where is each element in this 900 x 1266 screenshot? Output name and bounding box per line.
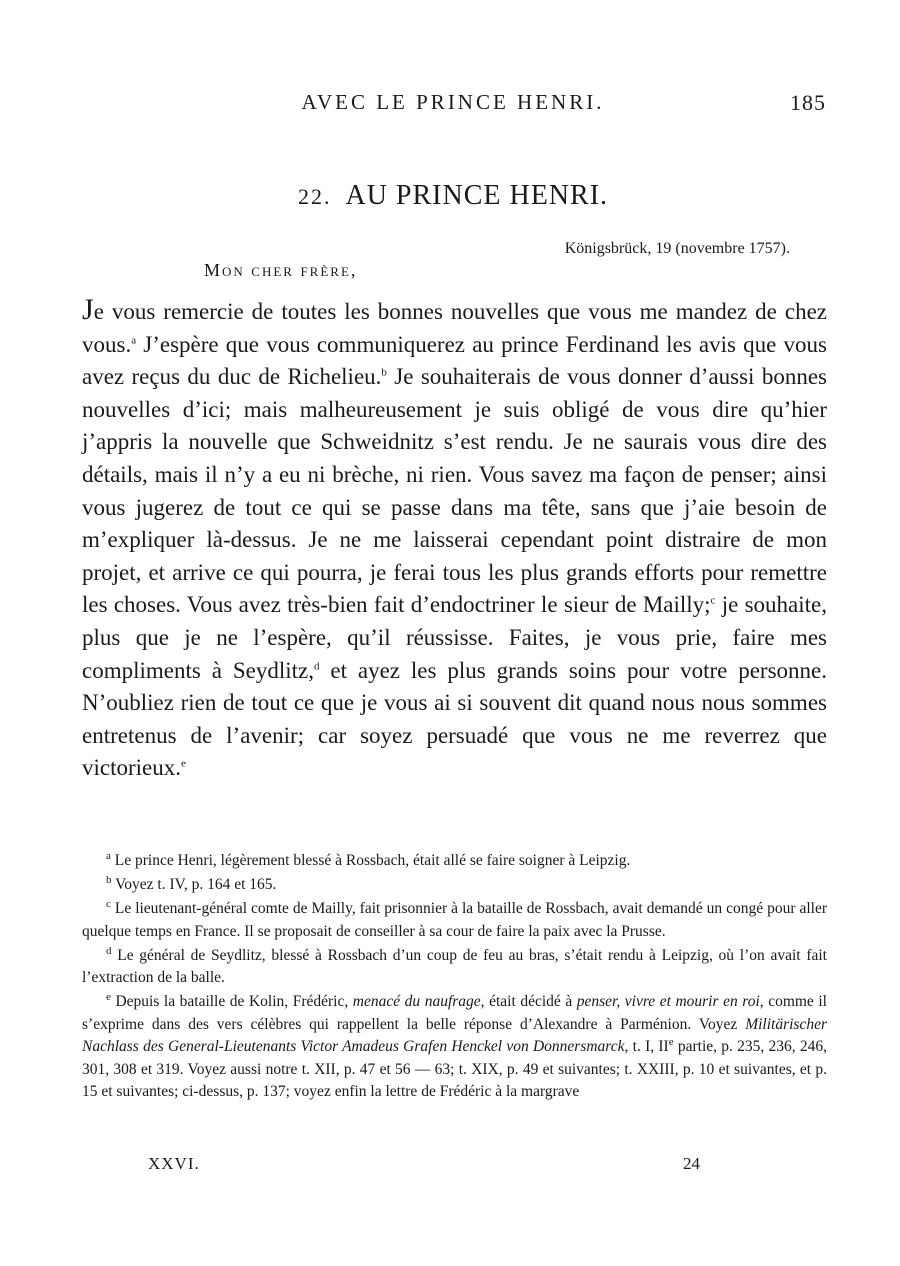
body-segment: e vous remercie de toutes les bonnes nouvelles que vous me mandez de chez vous. bbox=[82, 299, 827, 357]
footnote-e bbox=[82, 991, 827, 1104]
salutation: Mon cher frère, bbox=[204, 260, 358, 280]
footnote-ref-c[interactable]: c bbox=[710, 594, 716, 607]
footnote-text: Depuis la bataille de Kolin, Frédéric, bbox=[110, 993, 353, 1010]
letter-number: 22. bbox=[297, 184, 332, 209]
body-segment: je souhaite, plus que je ne l’espère, qu’il réussisse. Faites, je vous prie, faire mes compliments à Seydlitz, bbox=[82, 592, 828, 683]
footnote-italic: penser, vivre et mourir en roi bbox=[576, 993, 760, 1010]
footnote-marker: a bbox=[106, 849, 111, 862]
footnote-ref-e[interactable]: e bbox=[181, 757, 186, 770]
footnote-text: partie, p. 235, 236, 246, 301, 308 et 319. Voyez aussi notre t. XII, p. 47 et 56 — 63; t. XIX, p. 49 et suivantes; t. XXIII, p. 10 et suivantes, et p. 15 et suivantes; ci-dessus, p. 137; voyez enfin la lettre de Frédéric à la margrave bbox=[82, 1038, 827, 1100]
footnote-ref-a[interactable]: a bbox=[131, 333, 137, 346]
footnotes bbox=[82, 850, 827, 1105]
drop-cap: J bbox=[82, 293, 94, 326]
letter-body bbox=[82, 295, 827, 785]
footnote-marker: b bbox=[106, 873, 112, 886]
dateline: Königsbrück, 19 (novembre 1757). bbox=[564, 240, 790, 257]
page-number: 185 bbox=[790, 90, 826, 115]
footnote-text: Le général de Seydlitz, blessé à Rossbach d’un coup de feu au bras, s’était rendu à Leipzig, où l’on avait fait l’extraction de la balle. bbox=[82, 946, 827, 986]
footnote-c bbox=[82, 898, 827, 943]
footnote-b bbox=[82, 874, 827, 897]
footnote-marker: e bbox=[106, 990, 111, 1003]
footnote-text: Le prince Henri, légèrement blessé à Rossbach, était allé se faire soigner à Leipzig. bbox=[110, 852, 631, 869]
body-segment: Je souhaiterais de vous donner d’aussi bonnes nouvelles d’ici; mais malheureusement je suis obligé de vous dire qu’hier j’appris la nouvelle que Schweidnitz s’est rendu. Je ne saurais vous dire des détails, mais il n’y a eu ni brèche, ni rien. Vous savez ma façon de penser; ainsi vous jugerez de tout ce qui se passe dans ma tête, sans que j’aie besoin de m’expliquer là-dessus. Je ne me laisserai cependant point distraire de mon projet, et arrive ce qui pourra, je ferai tous les plus grands efforts pour remettre les choses. Vous avez très-bien fait d’endoctriner le sieur de Mailly; bbox=[82, 364, 827, 618]
footnote-text: Voyez t. IV, p. 164 et 165. bbox=[111, 876, 277, 893]
running-title: AVEC LE PRINCE HENRI. bbox=[301, 90, 605, 114]
running-head bbox=[80, 90, 826, 120]
footnote-d bbox=[82, 945, 827, 990]
letter-heading bbox=[80, 180, 826, 212]
footnote-a bbox=[82, 850, 827, 873]
volume-signature: XXVI. bbox=[148, 1154, 200, 1173]
footnote-marker: c bbox=[106, 897, 111, 910]
footnote-ref-d[interactable]: d bbox=[313, 659, 320, 672]
letter-title: AU PRINCE HENRI. bbox=[345, 180, 609, 211]
footnote-ref-b[interactable]: b bbox=[381, 366, 387, 379]
footnote-superscript: e bbox=[668, 1035, 674, 1048]
footnote-italic: Militärischer Nachlass des General-Lieutenants Victor Amadeus Grafen Henckel von Donnersmarck bbox=[82, 1015, 827, 1055]
page-footer bbox=[148, 1154, 700, 1178]
footnote-text: , t. I, II bbox=[624, 1038, 669, 1055]
footnote-text: , comme il s’exprime dans des vers célèbres qui rappellent la belle réponse d’Alexandre à Parménion. Voyez bbox=[82, 993, 827, 1033]
body-segment: J’espère que vous communiquerez au prince Ferdinand les avis que vous avez reçus du duc de Richelieu. bbox=[82, 331, 827, 390]
footnote-text: Le lieutenant-général comte de Mailly, fait prisonnier à la bataille de Rossbach, avait demandé un congé pour aller quelque temps en France. Il se proposait de conseiller à sa cour de faire la paix avec la Prusse. bbox=[82, 900, 827, 940]
footnote-text: , était décidé à bbox=[480, 993, 577, 1010]
footnote-italic: menacé du naufrage bbox=[352, 993, 481, 1010]
body-segment: et ayez les plus grands soins pour votre personne. N’oubliez rien de tout ce que je vous ai si souvent dit quand nous nous sommes entretenus de l’avenir; car soyez persuadé que vous ne me reverrez que victorieux. bbox=[82, 657, 828, 781]
sheet-number: 24 bbox=[683, 1154, 700, 1173]
footnote-marker: d bbox=[106, 944, 112, 957]
